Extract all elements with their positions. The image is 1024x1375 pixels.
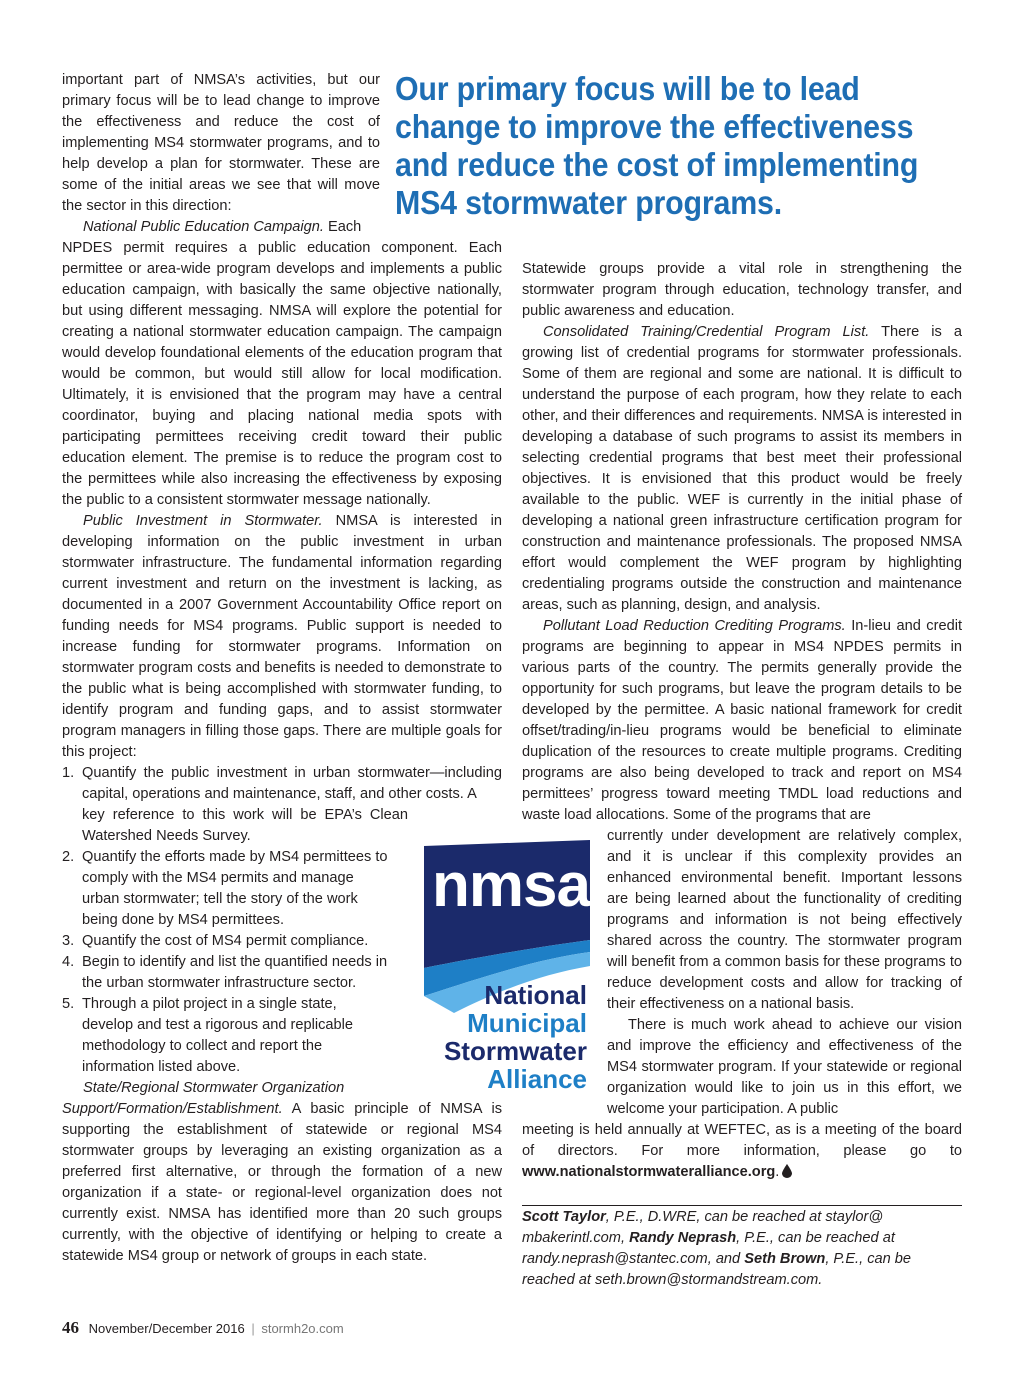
state-body: A basic principle of NMSA is supporting the establishment of statewide or regional MS4 stormwater groups by leveraging an existing organization as a preferred first alternative, or through the formation of a new organization if a state- or regional-level organization does not currently exist. NMSA has identified more than 20 such groups currently, with the objective of identifying or helping to create a statewide MS4 group or network of groups in each state. <box>62 1101 502 1264</box>
npec-first-word: Each <box>323 219 362 235</box>
list-text-wrap: key reference to this work will be EPA’s Clean Watershed Needs Survey. <box>82 807 408 844</box>
statewide-paragraph: Statewide groups provide a vital role in strengthening the stormwater program through education, technology transfer, and public awareness and education. <box>522 261 962 319</box>
pull-quote-line: Our primary focus will be to lead <box>395 70 860 107</box>
footer-separator: | <box>251 1321 255 1336</box>
ctc-paragraph <box>522 322 962 616</box>
logo-line-national: National <box>484 980 587 1010</box>
issue-date: November/December 2016 <box>88 1321 245 1336</box>
logo-wordmark: nmsa <box>432 851 590 920</box>
list-number: 3. <box>62 933 75 949</box>
list-text: Quantify the public investment in urban stormwater—including capital, operations and maintenance, staff, and other costs. A <box>82 765 502 802</box>
pull-quote-line: change to improve the effectiveness <box>395 108 914 145</box>
npec-title: National Public Education Campaign. <box>83 219 324 235</box>
list-text: Quantify the efforts made by MS4 permittees to comply with the MS4 permits and manage urban stormwater; tell the story of the work being done by MS4 permittees. <box>82 849 388 928</box>
pull-quote <box>395 70 919 222</box>
ctc-title: Consolidated Training/Credential Program List. <box>543 324 870 340</box>
page-number: 46 <box>62 1318 79 1337</box>
state-paragraph <box>62 1099 502 1267</box>
list-number: 1. <box>62 765 75 781</box>
left-column-top <box>62 70 380 238</box>
pis-title: Public Investment in Stormwater. <box>83 513 323 529</box>
list-text: Begin to identify and list the quantified needs in the urban stormwater infrastructure sector. <box>82 954 388 991</box>
closing-wrap: There is much work ahead to achieve our vision and improve the efficiency and effectiveness of the MS4 stormwater program. If your statewide or regional organization would like to join us in this effort, we welcome your participation. A public <box>607 1017 962 1117</box>
npec-body: NPDES permit requires a public education component. Each permittee or area-wide program develops and implements a public education campaign, with basically the same objective nationally, but using different messaging. NMSA will explore the potential for creating a national stormwater education campaign. The campaign would develop foundational elements of the education program that would be common, but would still allow for local modification. Ultimately, it is envisioned that the program may have a central coordinator, buying and placing national media spots with participating permittees receiving credit toward their public education element. The premise is to reduce the program cost to the permittees while also increasing the effectiveness by exposing the public to a consistent stormwater message nationally. <box>62 240 502 508</box>
pis-paragraph <box>62 511 502 763</box>
closing-paragraph <box>522 1120 962 1183</box>
intro-paragraph: important part of NMSA’s activities, but our primary focus will be to lead change to improve the effectiveness and reduce the cost of implementing MS4 stormwater programs, and to help develop a plan for stormwater. These are some of the initial areas we see that will move the sector in this direction: <box>62 72 380 214</box>
author-contact: , P.E., can be reached at seth.brown@stormandstream.com. <box>522 1251 912 1288</box>
list-item <box>62 931 388 952</box>
list-text: Through a pilot project in a single state, develop and test a rigorous and replicable methodology to collect and report the information listed above. <box>82 996 353 1075</box>
bio-divider <box>522 1205 962 1206</box>
npec-heading-line <box>62 217 380 238</box>
water-drop-icon <box>782 1164 792 1178</box>
author-contact: , P.E., D.WRE, can be reached at staylor@ mbakerintl.com, <box>522 1209 884 1246</box>
list-text: Quantify the cost of MS4 permit compliance. <box>82 933 369 949</box>
ctc-body: There is a growing list of credential programs for stormwater professionals. Some of them are regional and some are national. It is difficult to understand the purpose of each program, how they relate to each other, and their differences and requirements. NMSA is interested in developing a database of such programs to assist its members in selecting credential programs that best meet their professional objectives. It is envisioned that this product would be freely available to the public. WEF is currently in the initial phase of developing a national green infrastructure certification program for construction and maintenance professionals. The proposed NMSA effort would complement the WEF program by highlighting credentialing programs outside the construction and maintenance areas, such as planning, design, and analysis. <box>522 324 962 613</box>
left-column <box>62 238 502 1267</box>
closing-period: . <box>775 1164 780 1180</box>
author-name: Seth Brown <box>744 1251 826 1267</box>
pull-quote-line: MS4 stormwater programs. <box>395 184 783 221</box>
state-title-a: State/Regional Stormwater Organization <box>83 1080 345 1096</box>
author-bio <box>522 1207 962 1291</box>
plr-paragraph-wrap: currently under development are relatively complex, and it is unclear if this complexity provides an enhanced environmental benefit. Important lessons are being learned about the functionality of crediting programs and information is not being effectively shared across the country. The stormwater program will benefit from a common basis for these programs to reduce development costs and allow for tracking of their effectiveness on a national basis. <box>607 828 962 1012</box>
nmsa-logo-graphic <box>394 828 592 1098</box>
pis-body: NMSA is interested in developing information on the public investment in urban stormwater infrastructure. The fundamental information regarding current investment and return on the investment is lacking, as documented in a 2007 Government Accountability Office report on funding needs for MS4 programs. Public support is needed to increase funding for stormwater programs. Information on stormwater program costs and benefits is needed to demonstrate to the public what is being accomplished with stormwater funding, to identify program and funding gaps, and to assist stormwater program managers in filling those gaps. There are multiple goals for this project: <box>62 513 502 760</box>
author-name: Scott Taylor <box>522 1209 606 1225</box>
logo-line-municipal: Municipal <box>467 1008 587 1038</box>
plr-body: In-lieu and credit programs are beginning to appear in MS4 NPDES permits in various parts of the country. The permits generally provide the opportunity for such programs, but leave the program details to be developed by the permittee. A basic national framework for credit offset/trading/in-lieu programs would be beneficial to eliminate duplication of the resources to create multiple programs. Crediting programs are also being developed to track and report on MS4 permittees’ progress toward meeting TMDL load reductions and waste load allocations. Some of the programs that are <box>522 618 962 823</box>
author-name: Randy Neprash <box>629 1230 737 1246</box>
closing-text: meeting is held annually at WEFTEC, as is a meeting of the board of directors. For more information, please go to <box>522 1122 962 1159</box>
plr-title: Pollutant Load Reduction Crediting Programs. <box>543 618 846 634</box>
plr-paragraph <box>522 616 962 826</box>
list-number: 2. <box>62 849 75 865</box>
list-number: 4. <box>62 954 75 970</box>
nmsa-logo <box>394 828 592 1098</box>
pull-quote-line: and reduce the cost of implementing <box>395 146 919 183</box>
list-number: 5. <box>62 996 75 1012</box>
logo-line-alliance: Alliance <box>487 1064 587 1094</box>
list-item <box>62 952 388 994</box>
list-item <box>62 847 388 931</box>
page-footer <box>62 1318 344 1338</box>
website-link[interactable]: www.nationalstormwateralliance.org <box>522 1164 776 1180</box>
list-item <box>62 994 372 1078</box>
logo-line-stormwater: Stormwater <box>443 1036 587 1066</box>
author-contact: , P.E., can be reached at randy.neprash@stantec.com, and <box>522 1230 895 1267</box>
footer-site[interactable]: stormh2o.com <box>261 1321 344 1336</box>
state-title-b: Support/Formation/Establishment. <box>62 1101 283 1117</box>
